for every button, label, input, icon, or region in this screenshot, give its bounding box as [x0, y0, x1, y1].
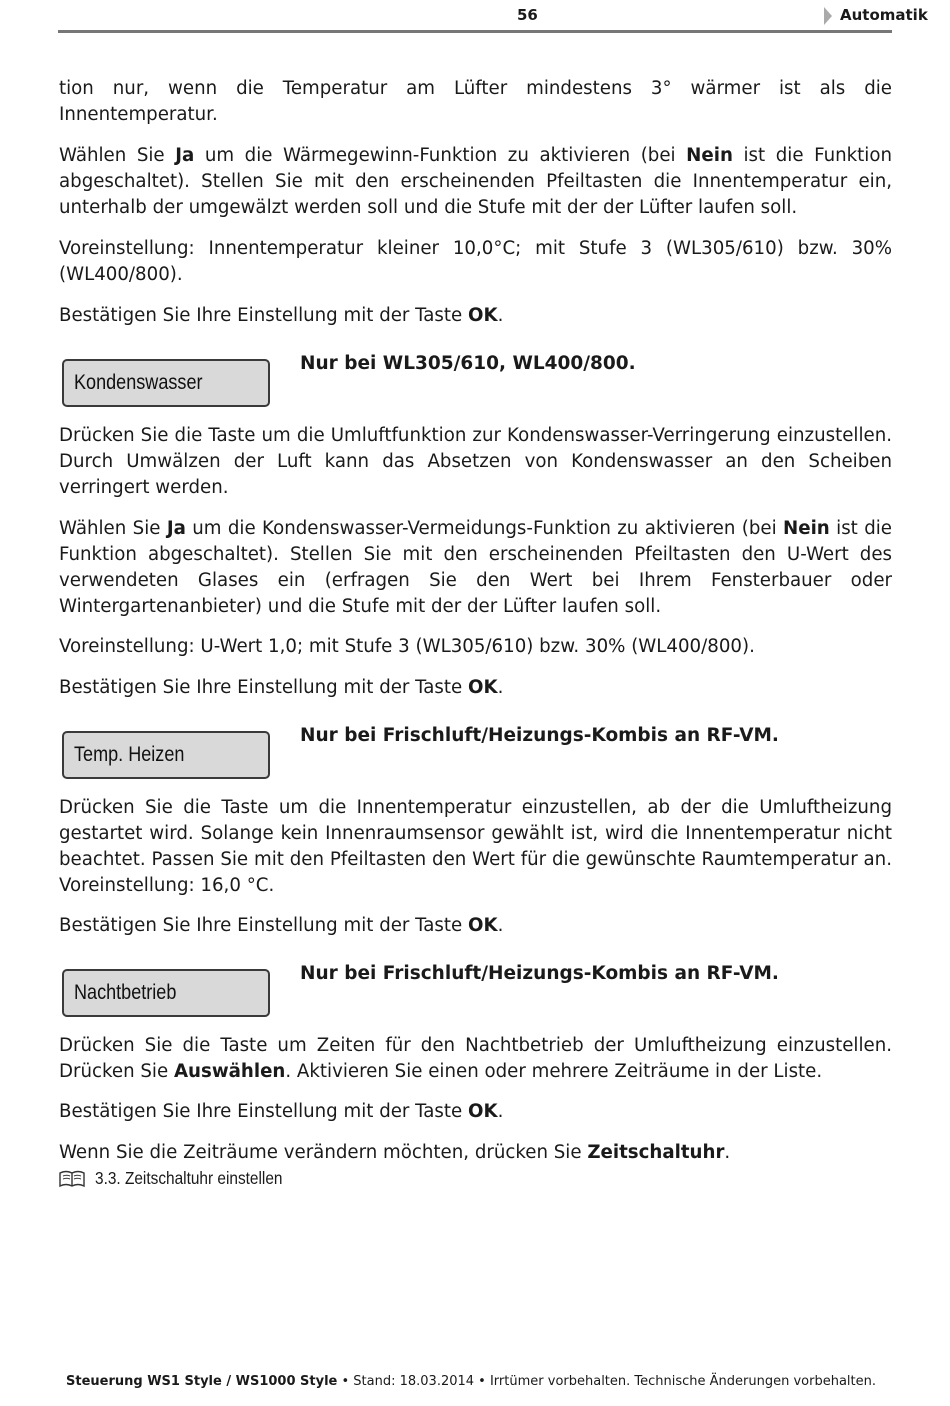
book-icon	[59, 1170, 85, 1188]
temp-heizen-button-label: Temp. Heizen	[74, 743, 185, 766]
nachtbetrieb-button-label: Nachtbetrieb	[74, 981, 177, 1004]
paragraph-nacht-confirm: Bestätigen Sie Ihre Einstellung mit der Taste OK.	[59, 1101, 504, 1122]
paragraph-kondens-default: Voreinstellung: U-Wert 1,0; mit Stufe 3 (WL305/610) bzw. 30% (WL400/800).	[59, 636, 755, 657]
paragraph-heizen-confirm: Bestätigen Sie Ihre Einstellung mit der Taste OK.	[59, 915, 504, 936]
paragraph-kondens-activate: Wählen Sie Ja um die Kondenswasser-Vermeidungs-Funktion zu aktivieren (bei Nein ist die Funktion abgeschaltet). Stellen Sie mit den erscheinenden Pfeiltasten den U-Wert des verwendeten Glases ein (erfragen Sie den Wert bei Ihrem Fensterbauer oder Wintergartenanbieter) und die Stufe mit der der Lüfter laufen soll.	[59, 518, 892, 617]
paragraph-continuation: tion nur, wenn die Temperatur am Lüfter mindestens 3° wärmer ist als die Innentemperatur.	[59, 78, 892, 125]
page-number: 56	[517, 6, 538, 24]
paragraph-nacht-intro: Drücken Sie die Taste um Zeiten für den Nachtbetrieb der Umluftheizung einzustellen. Drücken Sie Auswählen. Aktivieren Sie einen oder mehrere Zeiträume in der Liste.	[59, 1035, 892, 1082]
kondenswasser-button-label: Kondenswasser	[74, 371, 203, 394]
paragraph-nacht-timer: Wenn Sie die Zeiträume verändern möchten, drücken Sie Zeitschaltuhr.	[59, 1142, 731, 1163]
footer-notice: • Stand: 18.03.2014 • Irrtümer vorbehalten. Technische Änderungen vorbehalten.	[337, 1374, 877, 1389]
paragraph-waermegewinn: Wählen Sie Ja um die Wärmegewinn-Funktion zu aktivieren (bei Nein ist die Funktion abgeschaltet). Stellen Sie mit den erscheinenden Pfeiltasten die Innentemperatur ein, unterhalb der umgewälzt werden soll und die Stufe mit der der Lüfter laufen soll.	[59, 145, 892, 218]
nachtbetrieb-note: Nur bei Frischluft/Heizungs-Kombis an RF-VM.	[300, 963, 779, 984]
nachtbetrieb-button[interactable]	[62, 969, 270, 1017]
section-title: Automatik	[840, 6, 928, 24]
cross-reference-label: 3.3. Zeitschaltuhr einstellen	[95, 1168, 283, 1188]
paragraph-confirm: Bestätigen Sie Ihre Einstellung mit der Taste OK.	[59, 305, 504, 326]
paragraph-kondens-intro: Drücken Sie die Taste um die Umluftfunktion zur Kondenswasser-Verringerung einzustellen. Durch Umwälzen der Luft kann das Absetzen von Kondenswasser an den Scheiben verringert werden.	[59, 425, 892, 498]
footer-product: Steuerung WS1 Style / WS1000 Style	[66, 1374, 338, 1389]
paragraph-default-setting: Voreinstellung: Innentemperatur kleiner 10,0°C; mit Stufe 3 (WL305/610) bzw. 30% (WL400/800).	[59, 238, 892, 285]
kondenswasser-note: Nur bei WL305/610, WL400/800.	[300, 353, 636, 374]
page-footer	[66, 1374, 892, 1389]
paragraph-kondens-confirm: Bestätigen Sie Ihre Einstellung mit der Taste OK.	[59, 677, 504, 698]
triangle-marker-icon	[824, 7, 832, 25]
page-header	[58, 0, 928, 33]
temp-heizen-note: Nur bei Frischluft/Heizungs-Kombis an RF-VM.	[300, 725, 779, 746]
paragraph-heizen-intro: Drücken Sie die Taste um die Innentemperatur einzustellen, ab der die Umluftheizung gestartet wird. Solange kein Innenraumsensor gewählt ist, wird die Innentemperatur nicht beachtet. Passen Sie mit den Pfeiltasten den Wert für die gewünschte Raumtemperatur an. Voreinstellung: 16,0 °C.	[59, 797, 892, 896]
kondenswasser-button[interactable]	[62, 359, 270, 407]
temp-heizen-button[interactable]	[62, 731, 270, 779]
